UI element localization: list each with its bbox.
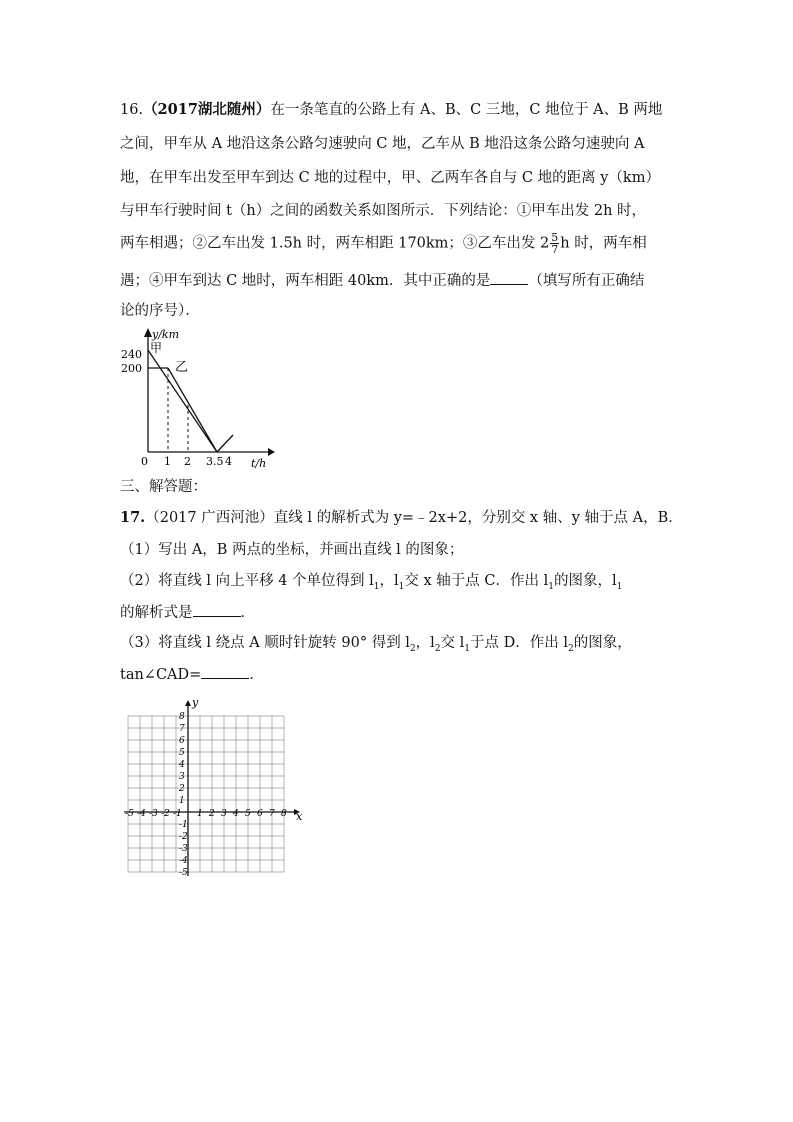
q16-source: （2017湖北随州） <box>143 101 271 118</box>
subscript-1: 1 <box>548 581 554 592</box>
ytick-240: 240 <box>121 348 142 361</box>
q17-line-1 <box>120 508 683 528</box>
q16-text-1: 在一条笔直的公路上有 A、B、C 三地，C 地位于 A、B 两地 <box>270 102 663 118</box>
y-tick-label: -1 <box>179 820 188 830</box>
x-tick-label: -3 <box>149 809 158 819</box>
y-tick-label: 8 <box>179 712 185 722</box>
y-tick-label: -2 <box>179 832 188 842</box>
xtick-4: 4 <box>225 455 232 468</box>
q17-p3c: 交 l <box>440 635 465 651</box>
q17-text-1: （2017 广西河池）直线 l 的解析式为 y=﹣2x+2，分别交 x 轴、y 轴于点 A，B． <box>145 510 683 526</box>
subscript-2: 2 <box>568 643 574 654</box>
origin-label: 0 <box>141 455 148 468</box>
answer-blank-q16[interactable] <box>490 270 528 285</box>
q17-part-3 <box>120 633 632 659</box>
x-tick-label: 7 <box>269 809 275 819</box>
q16-line-5 <box>120 232 647 255</box>
q17-p3d: 于点 D．作出 l <box>470 635 569 651</box>
y-tick-label: 5 <box>179 748 185 758</box>
q17-part-3-cont: tan∠CAD= ． <box>120 664 264 685</box>
x-tick-label: -2 <box>161 809 170 819</box>
y-tick-label: -5 <box>179 868 188 878</box>
q16-text-5b: h 时，两车相 <box>560 235 647 252</box>
y-axis-arrow-icon <box>185 700 191 706</box>
x-tick-label: 8 <box>281 809 287 819</box>
subscript-1: 1 <box>616 581 623 592</box>
x-tick-label: 1 <box>197 809 203 819</box>
q16-line-1 <box>120 100 662 120</box>
x-tick-label: -1 <box>173 809 182 819</box>
q16-text-7: 论的序号）． <box>120 303 200 319</box>
q17-number: 17. <box>120 509 146 526</box>
y-tick-label: -3 <box>179 844 188 854</box>
q17-part-2-cont: 的解析式是 ． <box>120 602 255 623</box>
x-tick-label: 6 <box>257 809 263 819</box>
q17-part-1: （1）写出 A，B 两点的坐标，并画出直线 l 的图象； <box>120 542 464 558</box>
fraction-five-sevenths <box>550 232 559 255</box>
fraction-denominator: 7 <box>551 243 559 256</box>
fraction-numerator: 5 <box>551 231 559 244</box>
q17-p2a: （2）将直线 l 向上平移 4 个单位得到 l <box>120 573 374 589</box>
y-axis-label: y <box>192 698 199 709</box>
x-tick-label: 5 <box>245 809 251 819</box>
q16-line-6 <box>120 270 644 291</box>
yi-line-move <box>168 368 217 452</box>
q16-text-2: 之间，甲车从 A 地沿这条公路匀速驶向 C 地，乙车从 B 地沿这条公路匀速驶向 A <box>120 136 645 152</box>
subscript-1: 1 <box>373 581 380 592</box>
q17-p3e: 的图象， <box>573 635 632 651</box>
y-tick-label: 4 <box>179 760 185 770</box>
q17-p3b: ，l <box>415 635 435 651</box>
x-tick-label: 4 <box>233 809 239 819</box>
section-heading: 三、解答题： <box>120 479 207 495</box>
xtick-2: 2 <box>184 455 191 468</box>
y-tick-label: 7 <box>179 724 185 734</box>
x-tick-label: -5 <box>125 809 134 819</box>
q17-p2c: 交 x 轴于点 C．作出 l <box>404 573 549 589</box>
y-tick-label: 6 <box>179 736 185 746</box>
q17-p2d: 的图象，l <box>553 573 617 589</box>
q16-number: 16. <box>120 102 144 118</box>
q17-p3f: tan∠CAD= <box>120 667 202 683</box>
x-axis-arrow-icon <box>268 448 275 456</box>
subscript-1: 1 <box>398 581 405 592</box>
jia-label: 甲 <box>150 341 163 355</box>
y-tick-label: 2 <box>179 784 185 794</box>
q17-p2e: 的解析式是 <box>120 605 193 621</box>
subscript-1: 1 <box>464 643 471 654</box>
y-tick-label: 1 <box>179 796 185 806</box>
ytick-200: 200 <box>121 362 142 375</box>
subscript-2: 2 <box>409 643 416 654</box>
q16-text-6a: 遇；④甲车到达 C 地时，两车相距 40km．其中正确的是 <box>120 273 491 289</box>
q16-text-4: 与甲车行驶时间 t（h）之间的函数关系如图所示．下列结论：①甲车出发 2h 时， <box>120 203 647 219</box>
x-tick-label: 2 <box>209 809 215 819</box>
answer-blank-l1-expression[interactable] <box>193 602 241 617</box>
q16-text-3: 地，在甲车出发至甲车到达 C 地的过程中，甲、乙两车各自与 C 地的距离 y（km） <box>120 170 660 186</box>
subscript-2: 2 <box>434 643 441 654</box>
y-axis-label: y/km <box>152 328 180 341</box>
q16-text-6b: （填写所有正确结 <box>528 273 645 289</box>
q17-coordinate-grid <box>118 698 310 890</box>
q17-p3a: （3）将直线 l 绕点 A 顺时针旋转 90° 得到 l <box>120 635 410 651</box>
yi-label: 乙 <box>175 360 189 375</box>
q16-function-graph <box>118 325 278 470</box>
x-tick-label: -4 <box>137 809 146 819</box>
x-axis-label: t/h <box>251 457 267 470</box>
y-tick-label: 3 <box>179 772 185 782</box>
xtick-1: 1 <box>164 455 171 468</box>
y-axis-arrow-icon <box>144 328 152 337</box>
xtick-3-5: 3.5 <box>206 455 224 468</box>
q17-part-2 <box>120 571 622 597</box>
q17-p2b: ，l <box>379 573 399 589</box>
x-axis-label: x <box>296 810 303 823</box>
answer-blank-tan[interactable] <box>201 664 249 679</box>
y-tick-label: -4 <box>179 856 188 866</box>
x-tick-label: 3 <box>221 809 227 819</box>
q16-text-5a: 两车相遇；②乙车出发 1.5h 时，两车相距 170km；③乙车出发 2 <box>120 235 550 252</box>
yi-line-after <box>217 435 233 452</box>
